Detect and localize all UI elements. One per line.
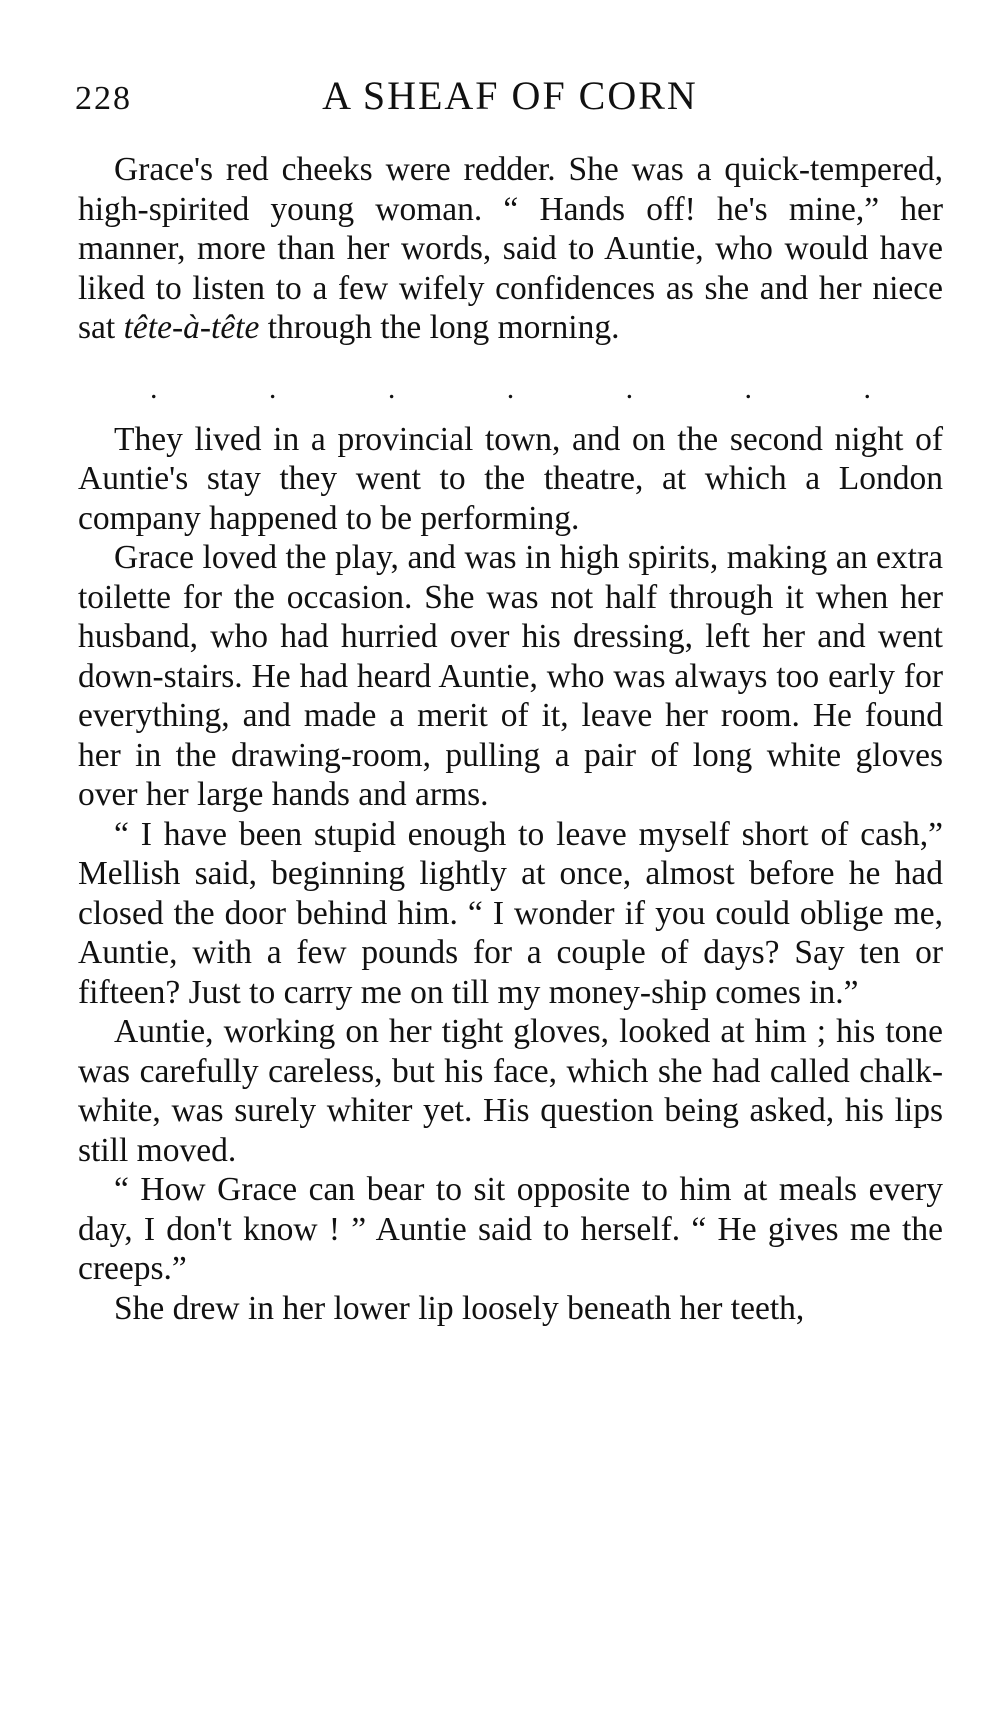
break-dot: .	[863, 371, 871, 405]
body-text	[78, 150, 943, 1328]
break-dot: .	[506, 371, 515, 405]
break-dot: .	[150, 371, 158, 405]
paragraph: “ How Grace can bear to sit opposite to him at meals every day, I don't know ! ” Auntie said to herself. “ He gives me the creeps.”	[78, 1171, 943, 1287]
paragraph: She drew in her lower lip loosely beneath her teeth,	[114, 1289, 805, 1327]
paragraph: Grace loved the play, and was in high spirits, making an extra toilette for the occasion. She was not half through it when her husband, who had hurried over his dressing, left her and went down-stairs. He had heard Auntie, who was always too early for everything, and made a merit of it, leave her room. He found her in the drawing-room, pulling a pair of long white gloves over her large hands and arms.	[78, 539, 943, 813]
break-dot: .	[387, 371, 396, 405]
paragraph	[78, 150, 943, 348]
running-title: A SHEAF OF CORN	[322, 73, 698, 118]
section-break	[78, 348, 943, 420]
paragraph: Auntie, working on her tight gloves, looked at him ; his tone was carefully careless, but his face, which she had called chalk-white, was surely whiter yet. His question being asked, his lips still moved.	[78, 1013, 943, 1169]
page-number: 228	[75, 80, 132, 117]
paragraph: “ I have been stupid enough to leave myself short of cash,” Mellish said, beginning lightly at once, almost before he had closed the door behind him. “ I wonder if you could oblige me, Auntie, with a few pounds for a couple of days? Say ten or fifteen? Just to carry me on till my money-ship comes in.”	[78, 815, 943, 1011]
paragraph: They lived in a provincial town, and on the second night of Auntie's stay they went to the theatre, at which a London company happened to be performing.	[78, 420, 943, 537]
paragraph-text: through the long morning.	[259, 309, 620, 346]
break-dot: .	[625, 371, 634, 405]
break-dot: .	[744, 371, 753, 405]
page-header	[75, 72, 945, 132]
break-dot: .	[268, 371, 277, 405]
italic-phrase: tête-à-tête	[123, 309, 260, 346]
paragraph-text: Grace's red cheeks were redder. She was a quick-tempered, high-spirited young woman. “ Hands off! he's mine,” her manner, more than her words, said to Auntie, who would have liked to listen to a few wifely confidences as she and her niece sat	[78, 151, 943, 346]
